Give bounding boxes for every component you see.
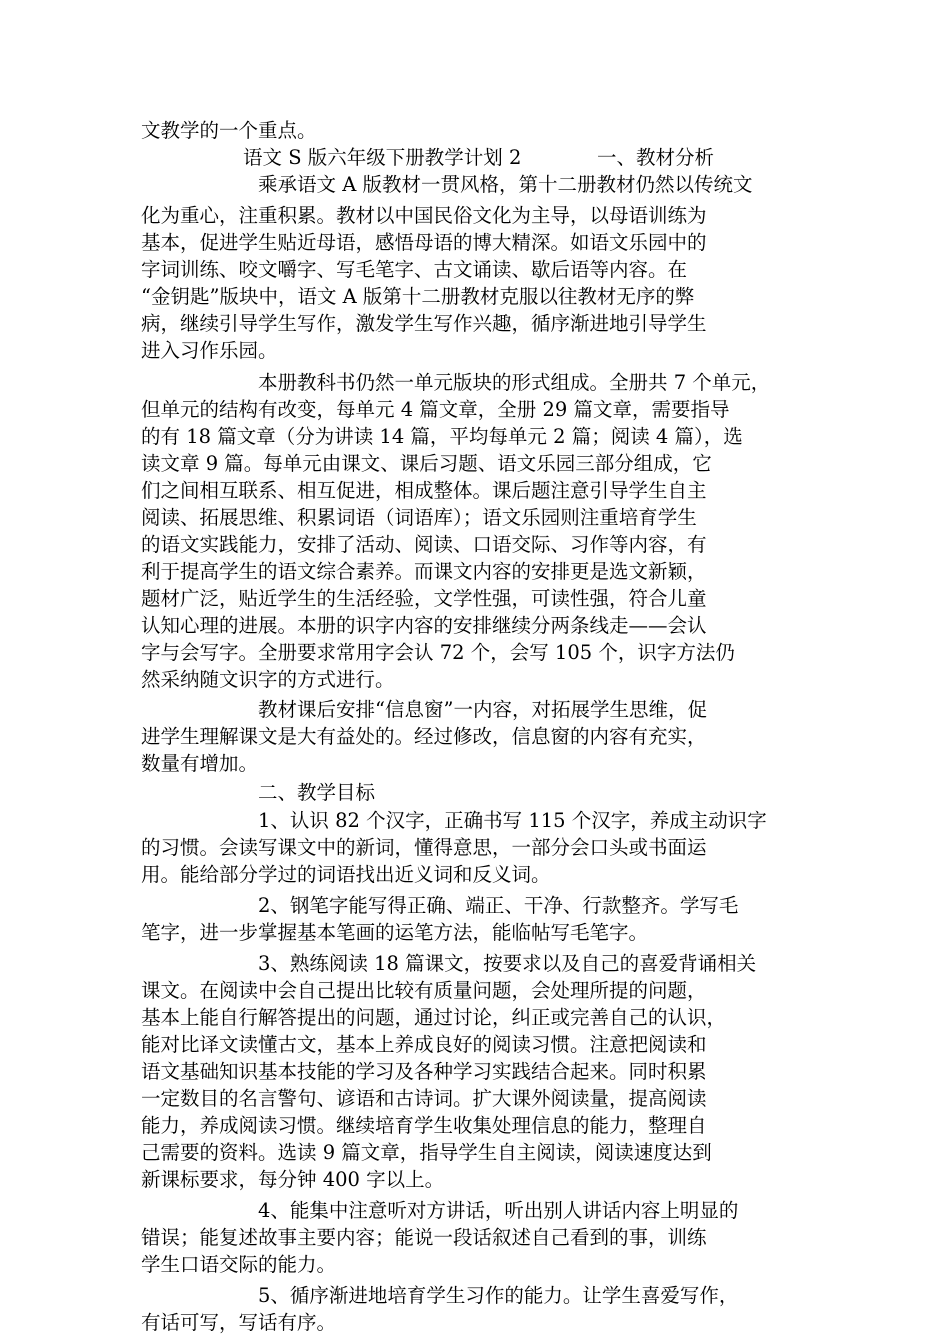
- text-line: 乘承语文 A 版教材一贯风格，第十二册教材仍然以传统文: [141, 173, 753, 196]
- section-heading: 一、教材分析: [597, 146, 715, 169]
- text-line: 新课标要求，每分钟 400 字以上。: [141, 1168, 445, 1191]
- text-line: 但单元的结构有改变，每单元 4 篇文章，全册 29 篇文章，需要指导: [141, 398, 730, 421]
- text-line: 5、循序渐进地培育学生习作的能力。让学生喜爱写作，: [141, 1284, 739, 1307]
- text-line: 文教学的一个重点。: [141, 119, 317, 142]
- text-line: 笔字，进一步掌握基本笔画的运笔方法，能临帖写毛笔字。: [141, 921, 649, 944]
- text-line: 认知心理的进展。本册的识字内容的安排继续分两条线走——会认: [141, 614, 707, 637]
- text-line: 的习惯。会读写课文中的新词，懂得意思，一部分会口头或书面运: [141, 836, 707, 859]
- text-line: 教材课后安排“信息窗”一内容，对拓展学生思维，促: [141, 698, 707, 721]
- text-line: 语文基础知识基本技能的学习及各种学习实践结合起来。同时积累: [141, 1060, 707, 1083]
- text-line: 化为重心，注重积累。教材以中国民俗文化为主导，以母语训练为: [141, 204, 707, 227]
- text-line: 二、教学目标: [141, 781, 376, 804]
- text-line: 有话可写，写话有序。: [141, 1311, 337, 1334]
- text-line: 4、能集中注意听对方讲话，听出别人讲话内容上明显的: [141, 1199, 739, 1222]
- text-line: 能力，养成阅读习惯。继续培育学生收集处理信息的能力，整理自: [141, 1114, 707, 1137]
- text-line: 利于提高学生的语文综合素养。而课文内容的安排更是选文新颖，: [141, 560, 707, 583]
- text-line: 学生口语交际的能力。: [141, 1253, 337, 1276]
- text-line: 错误；能复述故事主要内容；能说一段话叙述自己看到的事，训练: [141, 1226, 707, 1249]
- text-line: 进学生理解课文是大有益处的。经过修改，信息窗的内容有充实，: [141, 725, 707, 748]
- text-line: 进入习作乐园。: [141, 339, 278, 362]
- document-title: 语文 S 版六年级下册教学计划 2: [243, 146, 522, 169]
- text-line: 的有 18 篇文章（分为讲读 14 篇，平均每单元 2 篇；阅读 4 篇），选: [141, 425, 743, 448]
- text-line: 然采纳随文识字的方式进行。: [141, 668, 395, 691]
- text-line: 们之间相互联系、相互促进，相成整体。课后题注意引导学生自主: [141, 479, 707, 502]
- text-line: 基本上能自行解答提出的问题，通过讨论，纠正或完善自己的认识，: [141, 1006, 727, 1029]
- text-line: 题材广泛，贴近学生的生活经验，文学性强，可读性强，符合儿童: [141, 587, 707, 610]
- text-line: 字词训练、咬文嚼字、写毛笔字、古文诵读、歇后语等内容。在: [141, 258, 688, 281]
- text-line: “金钥匙”版块中，语文 A 版第十二册教材克服以往教材无序的弊: [141, 285, 695, 308]
- text-line: 病，继续引导学生写作，激发学生写作兴趣，循序渐进地引导学生: [141, 312, 707, 335]
- text-line: 3、熟练阅读 18 篇课文，按要求以及自己的喜爱背诵相关: [141, 952, 757, 975]
- text-line: 阅读、拓展思维、积累词语（词语库）；语文乐园则注重培育学生: [141, 506, 697, 529]
- text-line: 字与会写字。全册要求常用字会认 72 个，会写 105 个，识字方法仍: [141, 641, 735, 664]
- text-line: 能对比译文读懂古文，基本上养成良好的阅读习惯。注意把阅读和: [141, 1033, 707, 1056]
- text-line: 1、认识 82 个汉字，正确书写 115 个汉字，养成主动识字: [141, 809, 767, 832]
- text-line: 的语文实践能力，安排了活动、阅读、口语交际、习作等内容，有: [141, 533, 707, 556]
- text-line: 基本，促进学生贴近母语，感悟母语的博大精深。如语文乐园中的: [141, 231, 707, 254]
- text-line: 读文章 9 篇。每单元由课文、课后习题、语文乐园三部分组成，它: [141, 452, 712, 475]
- text-line: 己需要的资料。选读 9 篇文章，指导学生自主阅读，阅读速度达到: [141, 1141, 712, 1164]
- text-line: 课文。在阅读中会自己提出比较有质量问题，会处理所提的问题，: [141, 979, 707, 1002]
- text-line: 2、钢笔字能写得正确、端正、干净、行款整齐。学写毛: [141, 894, 739, 917]
- text-line: 用。能给部分学过的词语找出近义词和反义词。: [141, 863, 551, 886]
- text-line: 数量有增加。: [141, 752, 259, 775]
- text-line: 本册教科书仍然一单元版块的形式组成。全册共 7 个单元，: [141, 371, 771, 394]
- text-line: 一定数目的名言警句、谚语和古诗词。扩大课外阅读量，提高阅读: [141, 1087, 707, 1110]
